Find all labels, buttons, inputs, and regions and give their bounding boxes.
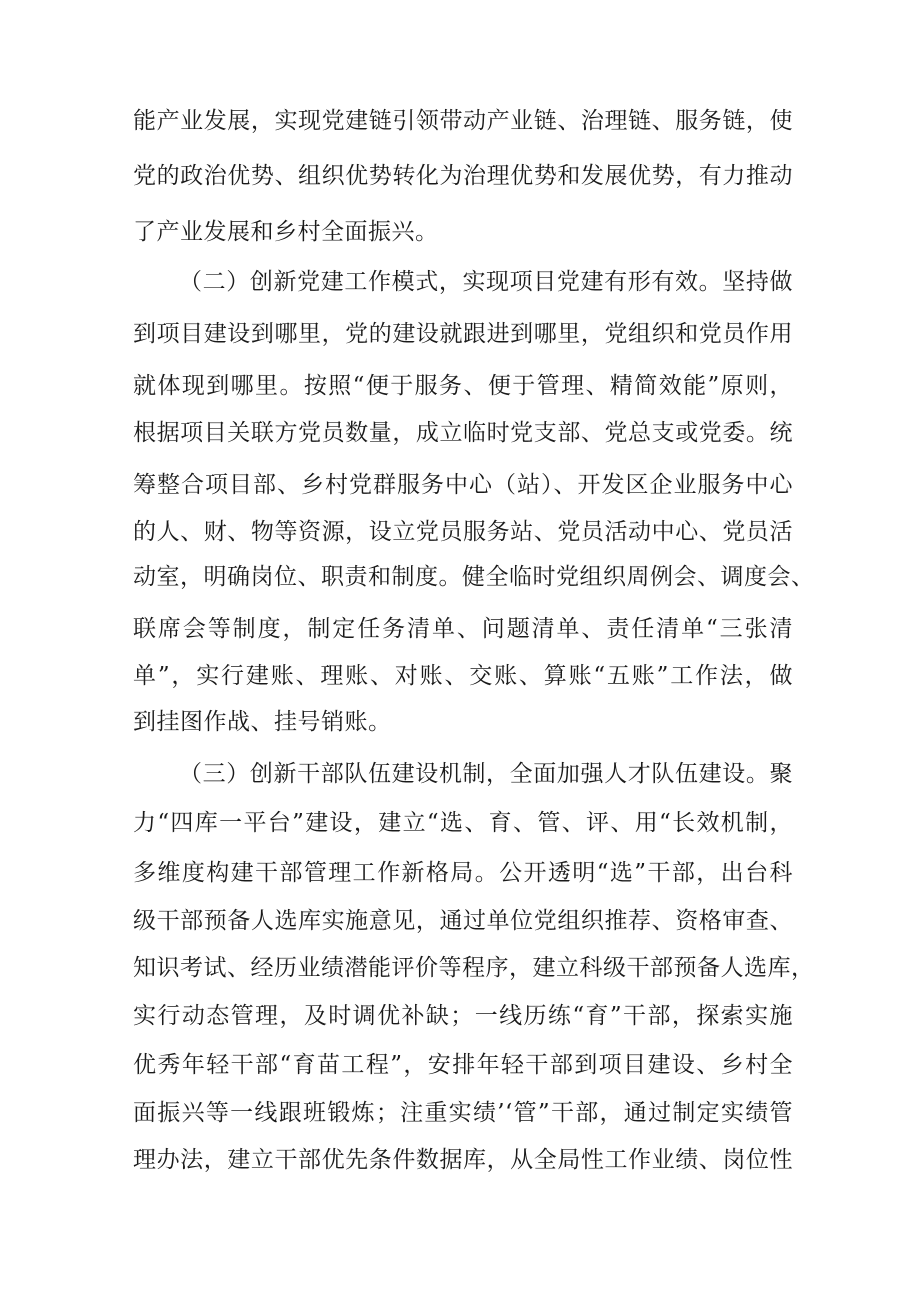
paragraph-2-line-5: 筹整合项目部、乡村党群服务中心（站）、开发区企业服务中心 [133, 472, 793, 498]
paragraph-2-line-9: 单”，实行建账、理账、对账、交账、算账“五账”工作法，做 [133, 663, 793, 689]
paragraph-3-line-2: 力“四库一平台”建设，建立“选、育、管、评、用“长效机制， [133, 810, 793, 836]
paragraph-2-line-4: 根据项目关联方党员数量，成立临时党支部、党总支或党委。统 [133, 420, 793, 446]
paragraph-2-line-8: 联席会等制度，制定任务清单、问题清单、责任清单“三张清 [133, 616, 793, 642]
paragraph-3-line-9: 理办法，建立干部优先条件数据库，从全局性工作业绩、岗位性 [133, 1147, 793, 1173]
paragraph-1-line-3: 了产业发展和乡村全面振兴。 [133, 219, 439, 245]
paragraph-1-line-1: 能产业发展，实现党建链引领带动产业链、治理链、服务链，使 [133, 108, 793, 134]
paragraph-3-line-3: 多维度构建干部管理工作新格局。公开透明“选”干部，出台科 [133, 860, 793, 886]
paragraph-2-line-3: 就体现到哪里。按照“便于服务、便于管理、精简效能”原则， [133, 373, 793, 399]
paragraph-3-line-4: 级干部预备人选库实施意见，通过单位党组织推荐、资格审查、 [133, 908, 793, 934]
paragraph-3-line-1: （三）创新干部队伍建设机制，全面加强人才队伍建设。聚 [179, 761, 793, 787]
paragraph-2-line-7: 动室，明确岗位、职责和制度。健全临时党组织周例会、调度会、 [133, 564, 815, 590]
paragraph-3-line-8: 面振兴等一线跟班锻炼；注重实绩’‘管”干部，通过制定实绩管 [133, 1100, 793, 1126]
paragraph-3-line-7: 优秀年轻干部“育苗工程”，安排年轻干部到项目建设、乡村全 [133, 1052, 793, 1078]
paragraph-2-line-1: （二）创新党建工作模式，实现项目党建有形有效。坚持做 [179, 269, 793, 295]
paragraph-2-line-6: 的人、财、物等资源，设立党员服务站、党员活动中心、党员活 [133, 519, 793, 545]
paragraph-3-line-6: 实行动态管理，及时调优补缺；一线历练“育”干部，探索实施 [133, 1003, 793, 1029]
paragraph-2-line-10: 到挂图作战、挂号销账。 [133, 709, 392, 735]
paragraph-2-line-2: 到项目建设到哪里，党的建设就跟进到哪里，党组织和党员作用 [133, 321, 793, 347]
paragraph-1-line-2: 党的政治优势、组织优势转化为治理优势和发展优势，有力推动 [133, 163, 793, 189]
paragraph-3-line-5: 知识考试、经历业绩潜能评价等程序，建立科级干部预备人选库， [133, 955, 815, 981]
